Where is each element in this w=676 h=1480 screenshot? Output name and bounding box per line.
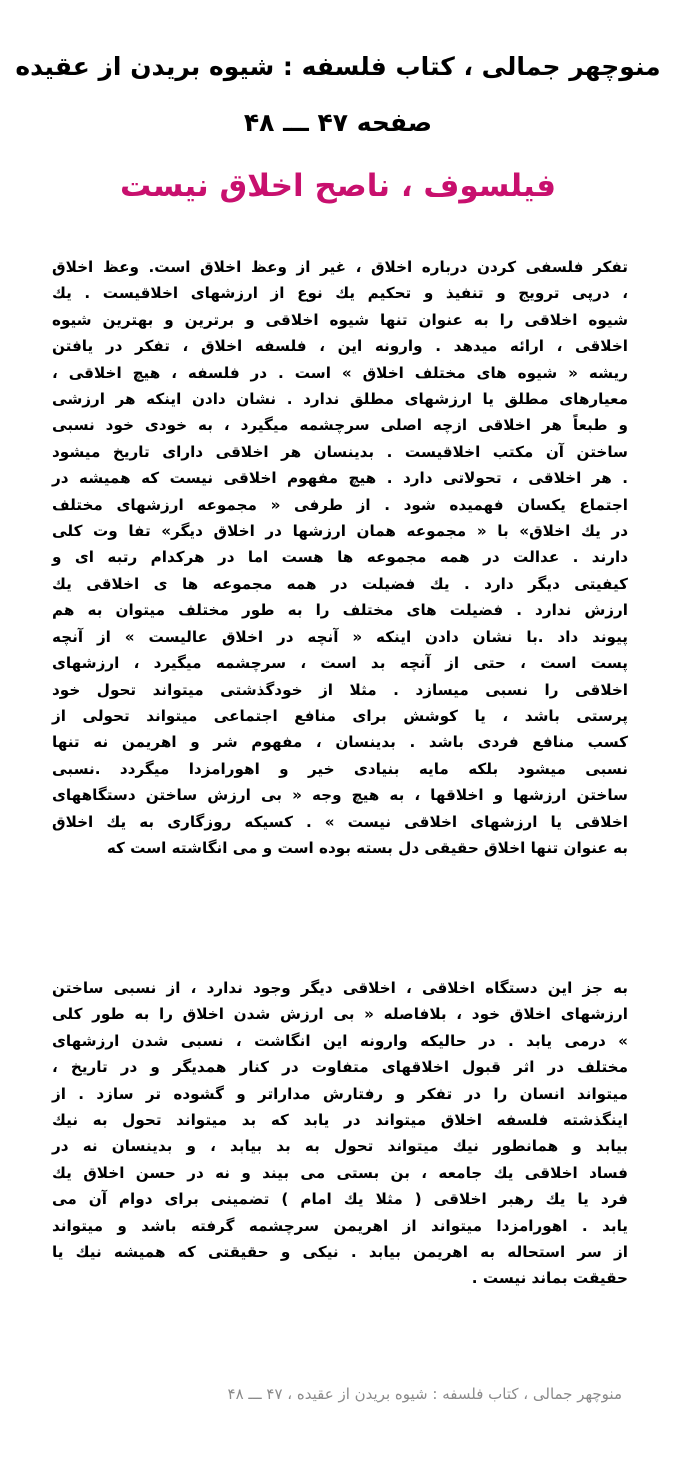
text-line: معیارهای مطلق یا ارزشهای مطلق ندارد . نشان دادن اینکه هر ارزشی [52,390,628,409]
paragraph-1 [52,254,628,861]
text-line: در یك اخلاق» با « مجموعه همان ارزشها در اخلاق دیگر» تفا وت کلی [52,522,628,541]
page-range-heading: صفحه ۴۷ ـــ ۴۸ [243,108,433,137]
text-line: فساد اخلاقی یك جامعه ، بن بستی می بیند و نه در حسن اخلاق یك [52,1163,628,1182]
text-line: ریشه « شیوه های مختلف اخلاق » است . در فلسفه ، هیچ اخلاقی ، [52,363,628,382]
text-line: اخلاقی ، ارائه میدهد . وارونه این ، فلسفه اخلاق ، تفکر در یافتن [52,337,628,356]
text-line: کسب منافع فردی باشد . بدینسان ، مفهوم شر و اهریمن نه تنها [52,733,628,752]
text-line: میتواند انسان را در تفکر و رفتارش مداراتر و گشوده تر سازد . از [52,1084,628,1103]
text-line: پیوند داد .با نشان دادن اینکه « آنچه در اخلاق عالیست » از آنچه [52,627,628,646]
text-line: حقیقت بماند نیست . [471,1269,628,1288]
text-line: نسبی میشود بلکه مایه بنیادی خیر و اهورامزدا میگردد .نسبی [52,759,628,778]
text-line: پست است ، حتی از آنچه بد است ، سرچشمه میگیرد ، ارزشهای [52,654,628,673]
text-line: یابد . اهورامزدا میتواند از اهریمن سرچشمه گرفته باشد و میتواند [52,1216,628,1235]
text-line: ساختن آن مکتب اخلاقیست . بدینسان هر اخلاقی دارای تاریخ میشود [52,442,628,461]
text-line: دارند . عدالت در همه مجموعه ها هست اما در هرکدام رتبه ای و [52,548,628,567]
text-line: ارزشهای اخلاق خود ، بلافاصله « بی ارزش شدن اخلاق را به طور کلی [52,1005,628,1024]
text-line: تفکر فلسفی کردن درباره اخلاق ، غیر از وعظ اخلاق است. وعظ اخلاق [52,258,628,276]
text-line: ، درپی ترویج و تنفیذ و تحکیم یك نوع از ارزشهای اخلاقیست . یك [52,284,628,303]
text-line: اخلاقی یا ارزشهای اخلاقی نیست » . کسیکه روزگاری به یك اخلاق [52,812,628,831]
text-line: مختلف در اثر قبول اخلاقهای متفاوت در کنار همدیگر و در تاریخ ، [52,1058,628,1077]
text-line: به عنوان تنها اخلاق حقیقی دل بسته بوده است و می انگاشته است که [106,838,628,857]
text-line: . هر اخلاقی ، تحولاتی دارد . هیچ مفهوم اخلاقی نیست که همیشه در [52,469,628,488]
author-book-heading: منوچهر جمالی ، کتاب فلسفه : شیوه بریدن از عقیده [15,52,661,81]
text-line: ارزش ندارد . فضیلت های مختلف را به طور مختلف میتوان به هم [52,601,628,620]
text-line: شیوه اخلاقی را به عنوان تنها شیوه اخلاقی و برترین و بهترین شیوه [52,310,628,329]
text-line: و طبعاً هر اخلاقی ازچه اصلی سرچشمه میگیرد ، به خودی خود نسبی [52,416,628,435]
text-line: کیفیتی دیگر دارد . یك فضیلت در همه مجموعه ها ی اخلاقی یك [52,574,628,593]
text-line: اخلاقی را نسبی میسازد . مثلا از خودگذشتی میتواند تحول خود [52,680,628,699]
text-line: اینگذشته فلسفه اخلاق میتواند در یابد که بد میتواند تحول به نیك [52,1111,628,1130]
text-line: » درمی یابد . در حالیکه وارونه این انگاشت ، نسبی شدن ارزشهای [52,1031,628,1050]
text-line: فرد یا یك رهبر اخلاقی ( مثلا یك امام ) تضمینی برای دوام آن می [52,1190,628,1209]
text-line: از سر استحاله به اهریمن بیابد . نیکی و حقیقتی که همیشه نیك یا [52,1243,628,1262]
text-line: پرستی باشد ، یا کوشش برای منافع اجتماعی میتواند تحولی از [52,706,628,725]
article-title: فیلسوف ، ناصح اخلاق نیست [120,168,556,204]
page-footer: منوچهر جمالی ، کتاب فلسفه : شیوه بریدن از عقیده ، ۴۷ ـــ ۴۸ [227,1385,622,1403]
paragraph-2 [52,975,628,1292]
text-line: ساختن ارزشها و اخلاقها ، به هیچ وجه « بی ارزش ساختن دستگاههای [52,786,628,805]
text-line: اجتماع یکسان فهمیده شود . از طرفی « مجموعه ارزشهای مختلف [52,495,628,514]
text-line: به جز این دستگاه اخلاقی ، اخلاقی دیگر وجود ندارد ، از نسبی ساختن [52,979,628,997]
text-line: بیابد و همانطور نیك میتواند تحول به بد بیابد ، و بدینسان نه در [52,1137,628,1156]
